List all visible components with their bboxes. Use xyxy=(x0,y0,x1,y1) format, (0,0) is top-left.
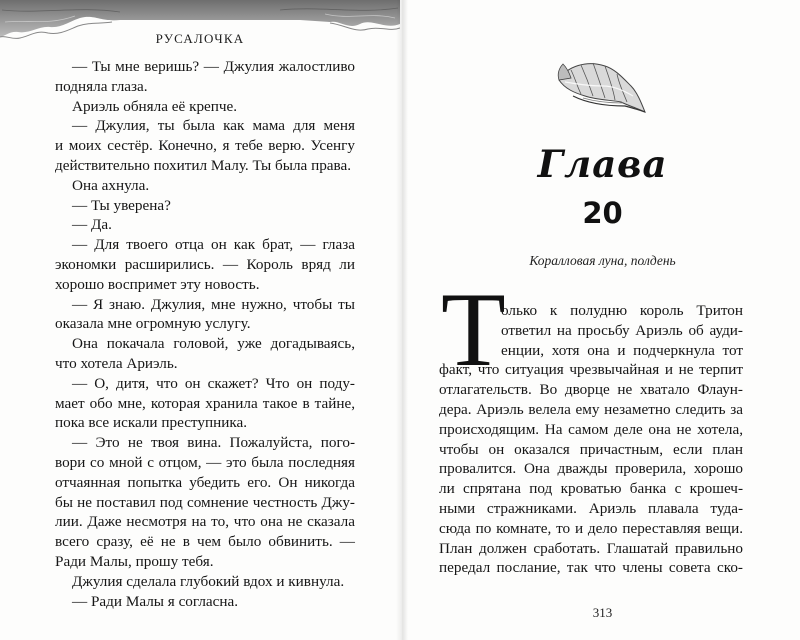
text-line: бы не поставил под сомнение честность Джу- xyxy=(55,493,355,511)
text-line: пока все искали преступника. xyxy=(55,414,248,432)
text-line: действительно похитил Малу. Ты была права. xyxy=(55,156,352,174)
text-line: Она ахнула. xyxy=(72,176,150,194)
text-line: провалится. Она дважды проверила, хорошо xyxy=(439,460,743,478)
paragraph xyxy=(55,176,355,196)
text-line: олько к полудню король Тритон xyxy=(501,302,743,319)
text-line: Ради Малы, прошу тебя. xyxy=(55,552,214,570)
paragraph xyxy=(55,295,355,335)
text-line: — Ради Малы я согласна. xyxy=(72,592,239,610)
text-line: — О, дитя, что он скажет? Что он поду- xyxy=(72,374,355,392)
left-page-text xyxy=(55,57,355,611)
text-line: всего сразу, её не в чем было обвинить. — xyxy=(55,533,355,551)
paragraph xyxy=(55,215,355,235)
text-line: оказала мне огромную услугу. xyxy=(55,315,251,333)
text-line: енции, хотя она и подчеркнула тот xyxy=(501,341,743,359)
text-line: ли спрятана под кроватью банка с крошеч- xyxy=(439,480,743,498)
chapter-heading: Глава xyxy=(537,142,668,186)
right-page xyxy=(405,0,800,640)
text-line: отлагательств. Во дворце не хватало Флаун- xyxy=(439,381,743,399)
text-line: — Ты мне веришь? — Джулия жалостливо xyxy=(72,58,355,75)
text-line: вори со мной с отцом, — это была последняя xyxy=(55,453,355,471)
paragraph xyxy=(55,57,355,97)
text-line: План должен сработать. Глашатай правильно xyxy=(439,539,743,557)
page-number: 313 xyxy=(592,605,613,620)
text-line: чтобы он оказался причастным, если план xyxy=(439,440,743,458)
text-line: — Я знаю. Джулия, мне нужно, чтобы ты xyxy=(72,295,355,313)
text-line: хорошо воспримет эту новость. xyxy=(55,275,260,293)
text-line: лии. Даже несмотря на то, что она не сказала xyxy=(55,513,355,531)
text-line: передал послание, так что члены совета ско- xyxy=(439,559,743,577)
paragraph xyxy=(55,433,355,572)
text-line: — Это не твоя вина. Пожалуйста, пого- xyxy=(72,434,355,452)
running-header xyxy=(0,0,400,60)
text-line: подняла глаза. xyxy=(55,77,148,95)
text-line: ными стражниками. Ариэль плавала туда- xyxy=(439,499,743,517)
text-line: дера. Ариэль велела ему незаметно следить за xyxy=(439,400,743,418)
text-line: факт, что ситуация чрезвычайная и не терпит xyxy=(439,361,743,379)
text-line: Джулия сделала глубокий вдох и кивнула. xyxy=(72,572,345,590)
text-line: и моих сестёр. Конечно, я тебе верю. Усенгу xyxy=(55,137,355,155)
text-line: экономки расширились. — Король вряд ли xyxy=(55,255,355,273)
paragraph xyxy=(55,592,355,612)
text-line: Она покачала головой, уже догадываясь, xyxy=(72,335,355,353)
paragraph xyxy=(55,235,355,294)
text-line: мает обо мне, которая хранила такое в тайне, xyxy=(55,394,355,412)
text-line: Ариэль обняла её крепче. xyxy=(72,97,238,115)
paragraph xyxy=(55,97,355,117)
paragraph xyxy=(55,572,355,592)
paragraph xyxy=(55,116,355,175)
text-line: что хотела Ариэль. xyxy=(55,354,178,372)
text-line: ответил на просьбу Ариэль об ауди- xyxy=(501,321,743,339)
text-line: — Ты уверена? xyxy=(72,196,171,214)
paragraph xyxy=(55,196,355,216)
paragraph xyxy=(55,374,355,433)
text-line: — Для твоего отца он как брат, — глаза xyxy=(72,236,355,254)
paragraph xyxy=(55,334,355,374)
text-line: сюда по комнате, то и дело переставляя вещи. xyxy=(439,519,743,537)
text-line: — Джулия, ты была как мама для меня xyxy=(72,117,355,135)
drop-cap-letter: Т xyxy=(441,271,506,388)
chapter-number: 20 xyxy=(582,196,623,230)
right-page-text xyxy=(439,301,743,578)
text-line: происходящим. На самом деле она не хотела, xyxy=(439,420,743,438)
chapter-subtitle: Коралловая луна, полдень xyxy=(529,253,676,268)
shell-icon xyxy=(553,56,649,116)
running-header-title: РУСАЛОЧКА xyxy=(155,31,245,46)
text-line: — Да. xyxy=(72,216,112,234)
text-line: отчаянная попытка убедить его. Он никогда xyxy=(55,473,355,491)
